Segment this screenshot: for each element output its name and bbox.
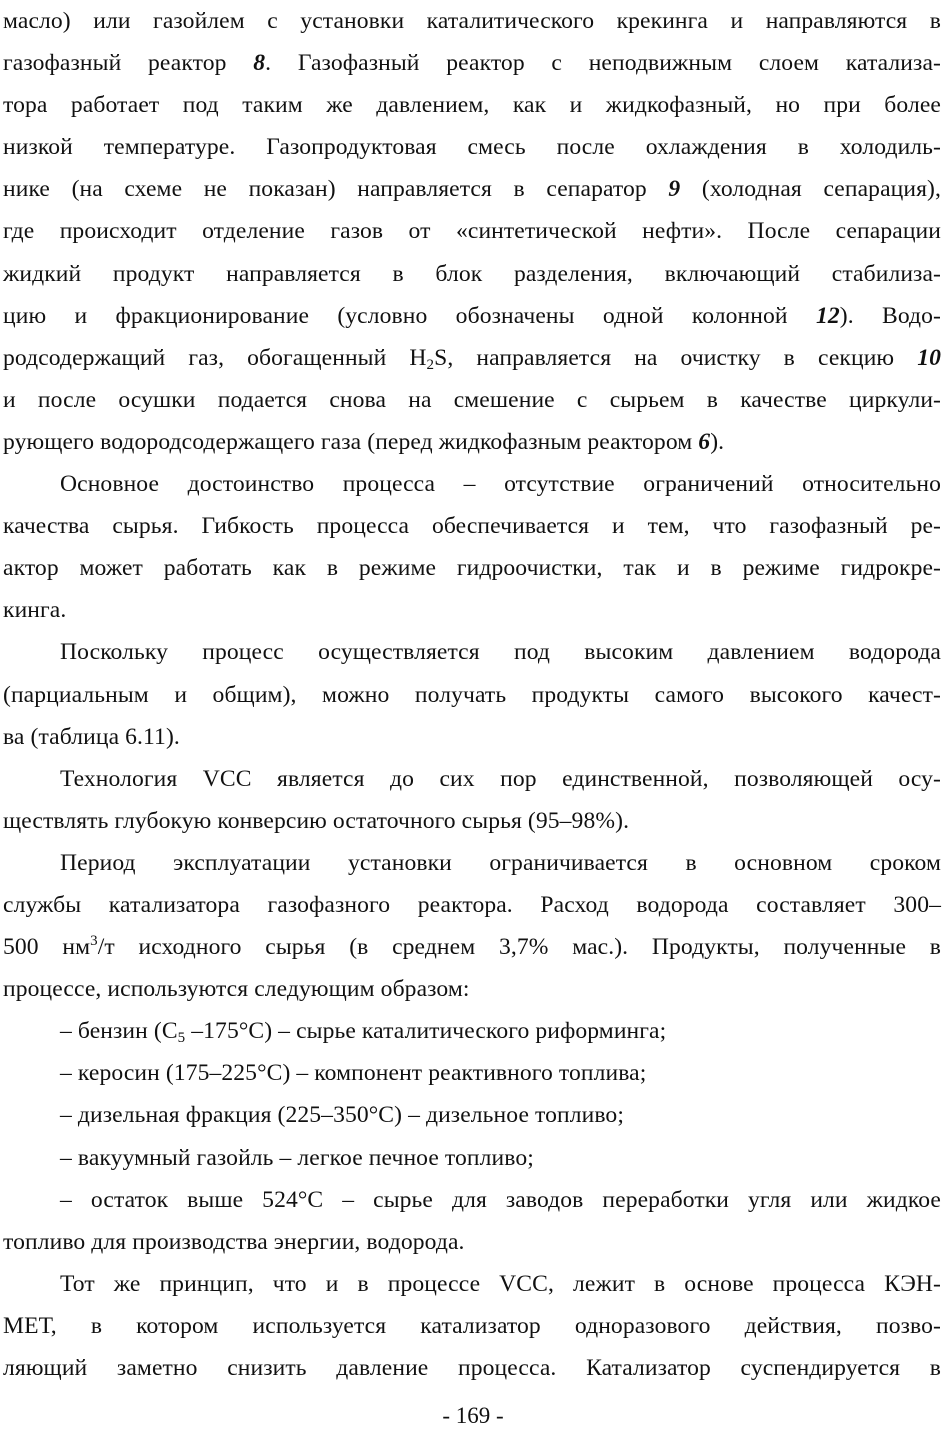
text-line: Поскольку процесс осуществляется под высоким давлением водорода (60, 639, 941, 666)
text-line: процессе, используются следующим образом: (3, 976, 470, 1003)
text-run: (холодная сепарация), (680, 176, 941, 203)
text-line (3, 926, 941, 968)
list-item: – остаток выше 524°C – сырье для заводов переработки угля или жидкое (60, 1186, 941, 1213)
paragraph (3, 758, 941, 842)
text-line: Технология VCC является до сих пор единственной, позволяющей осу- (60, 765, 941, 792)
reference-number: 8 (253, 50, 266, 77)
product-list (3, 1010, 941, 1263)
text-run: /т исходного сырья (в среднем 3,7% мас.). Продукты, полученные в (97, 934, 941, 961)
superscript: 3 (90, 933, 98, 950)
reference-number: 6 (698, 428, 711, 455)
reference-number: 10 (917, 344, 941, 371)
text-line: ществлять глубокую конверсию остаточного сырья (95–98%). (3, 807, 630, 834)
paragraph (3, 1263, 941, 1389)
paragraph (3, 0, 941, 463)
text-run: 500 нм (3, 934, 91, 961)
text-run: ). (710, 428, 725, 455)
text-line: МЕТ, в котором используется катализатор одноразового действия, позво- (3, 1312, 941, 1339)
text-line: тора работает под таким же давлением, как и жидкофазный, но при более (3, 92, 941, 119)
reference-number: 12 (815, 302, 840, 329)
text-line (3, 421, 941, 463)
text-line: и после осушки подается снова на смешение с сырьем в качестве циркули- (3, 386, 941, 413)
reference-number: 9 (668, 176, 681, 203)
text-line: службы катализатора газофазного реактора. Расход водорода составляет 300– (3, 891, 941, 918)
text-line (3, 42, 941, 84)
text-line: низкой температуре. Газопродуктовая смесь после охлаждения в холодиль- (3, 134, 941, 161)
text-line (3, 168, 941, 210)
text-run: . Газофазный реактор с неподвижным слоем катализа- (265, 50, 941, 77)
paragraph (3, 463, 941, 631)
text-line: ва (таблица 6.11). (3, 723, 180, 750)
page-number: - 169 - (442, 1403, 504, 1428)
text-run: родсодержащий газ, обогащенный H (3, 344, 427, 371)
text-run: S, направляется на очистку в секцию (434, 344, 918, 371)
text-line: кинга. (3, 597, 67, 624)
text-line (3, 337, 941, 379)
list-item-continuation: топливо для производства энергии, водорода. (3, 1228, 465, 1255)
paragraph (3, 631, 941, 757)
text-run: рующего водородсодержащего газа (перед жидкофазным реактором (3, 428, 699, 455)
text-line (3, 295, 941, 337)
text-line: где происходит отделение газов от «синтетической нефти». После сепарации (3, 218, 941, 245)
text-line: Период эксплуатации установки ограничивается в основном сроком (60, 849, 941, 876)
text-line: жидкий продукт направляется в блок разделения, включающий стабилиза- (3, 260, 941, 287)
text-line: масло) или газойлем с установки каталитического крекинга и направляются в (3, 8, 941, 34)
paragraph (3, 842, 941, 1010)
text-run: – бензин (C (60, 1018, 178, 1045)
list-item: – керосин (175–225°C) – компонент реактивного топлива; (60, 1060, 647, 1087)
text-run: газофазный реактор (3, 50, 254, 77)
text-run: цию и фракционирование (условно обозначены одной колонной (3, 302, 816, 329)
text-run: нике (на схеме не показан) направляется в сепаратор (3, 176, 669, 203)
list-item (3, 1010, 941, 1052)
text-line: актор может работать как в режиме гидроочистки, так и в режиме гидрокре- (3, 555, 941, 582)
subscript: 5 (177, 1030, 186, 1047)
text-line: качества сырья. Гибкость процесса обеспечивается и тем, что газофазный ре- (3, 513, 941, 540)
text-line: ляющий заметно снизить давление процесса. Катализатор суспендируется в (3, 1355, 941, 1381)
text-line: (парциальным и общим), можно получать продукты самого высокого качест- (3, 681, 941, 708)
text-run: –175°C) – сырье каталитического риформинга; (185, 1018, 667, 1045)
text-run: ). Водо- (839, 302, 941, 329)
text-line: Основное достоинство процесса – отсутствие ограничений относительно (60, 471, 941, 498)
list-item: – вакуумный газойль – легкое печное топливо; (60, 1144, 534, 1171)
list-item: – дизельная фракция (225–350°C) – дизельное топливо; (60, 1102, 624, 1129)
document-page (3, 0, 941, 1389)
text-line: Тот же принцип, что и в процессе VCC, лежит в основе процесса КЭН- (60, 1270, 941, 1297)
subscript: 2 (426, 356, 435, 373)
